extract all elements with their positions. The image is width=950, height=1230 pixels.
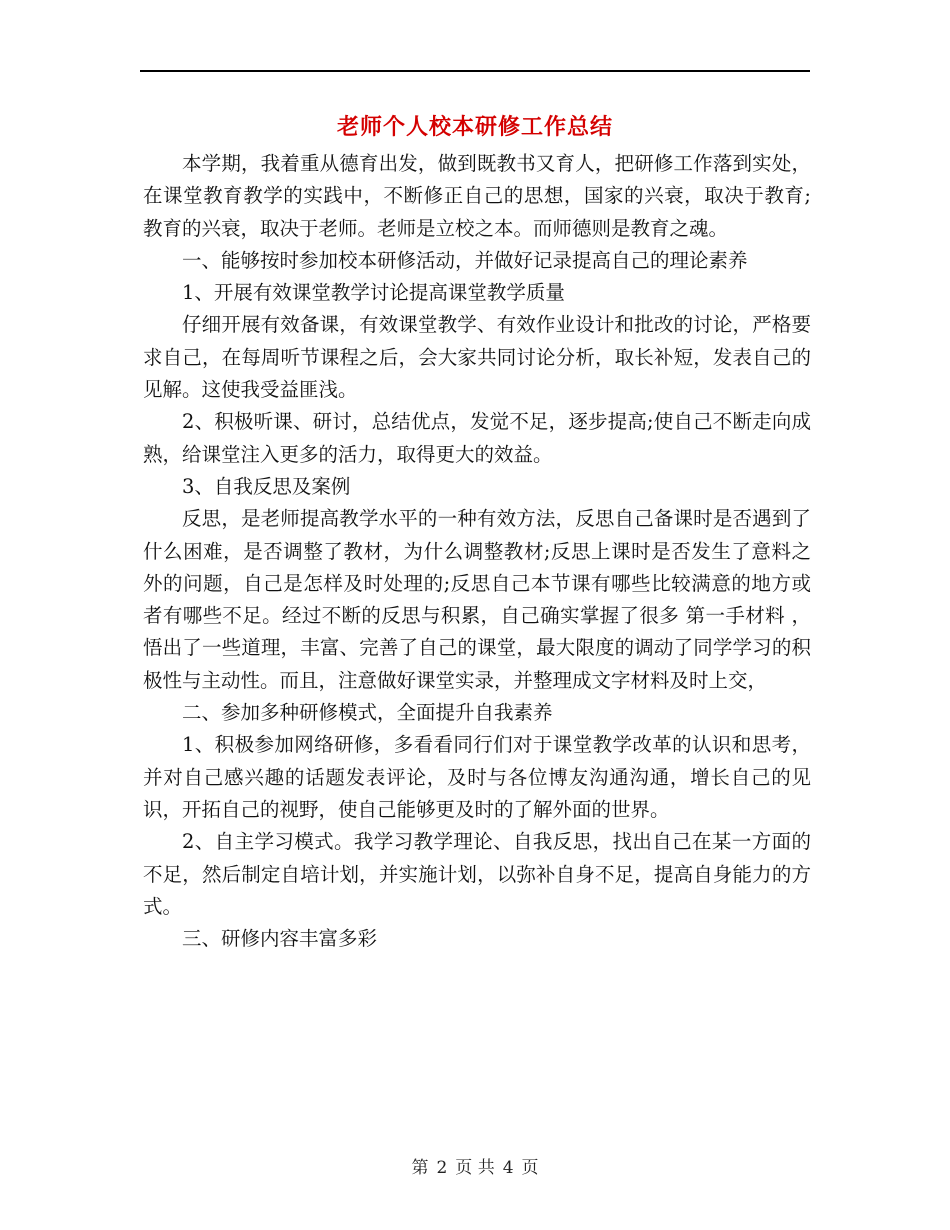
subheading-1-1: 1、开展有效课堂教学讨论提高课堂教学质量 [182, 281, 565, 305]
section-heading-1: 一、能够按时参加校本研修活动，并做好记录提高自己的理论素养 [182, 248, 748, 272]
paragraph-2-1: 1、积极参加网络研修，多看看同行们对于课堂教学改革的认识和思考，并对自己感兴趣的话题发表评论，及时与各位博友沟通沟通，增长自己的见识，开拓自己的视野，使自己能够更及时的了解外面的世界。 [143, 733, 811, 821]
paragraph-intro: 本学期，我着重从德育出发，做到既教书又育人，把研修工作落到实处，在课堂教育教学的实践中，不断修正自己的思想，国家的兴衰，取决于教育;教育的兴衰，取决于老师。老师是立校之本。而师德则是教育之魂。 [143, 152, 811, 240]
page-footer [0, 1153, 950, 1178]
paragraph-1-3: 反思，是老师提高教学水平的一种有效方法，反思自己备课时是否遇到了什么困难，是否调整了教材，为什么调整教材;反思上课时是否发生了意料之外的问题，自己是怎样及时处理的;反思自己本节课有哪些比较满意的地方或者有哪些不足。经过不断的反思与积累，自己确实掌握了很多 第一手材料 ，悟出了一些道理，丰富、完善了自己的课堂，最大限度的调动了同学学习的积极性与主动性。而且，注意做好课堂实录，并整理成文字材料及时上交， [143, 507, 811, 692]
section-heading-2: 二、参加多种研修模式，全面提升自我素养 [182, 701, 553, 725]
subheading-1-3: 3、自我反思及案例 [182, 474, 351, 498]
document-title: 老师个人校本研修工作总结 [336, 114, 613, 140]
page-current: 2 [436, 1158, 448, 1178]
page-label-prefix: 第 [411, 1158, 429, 1178]
page-total: 4 [502, 1158, 514, 1178]
paragraph-2-2: 2、自主学习模式。我学习教学理论、自我反思，找出自己在某一方面的不足，然后制定自培计划，并实施计划，以弥补自身不足，提高自身能力的方式。 [143, 830, 811, 918]
page-label-mid: 页 共 [455, 1158, 495, 1178]
document-body [143, 148, 811, 955]
paragraph-1-2: 2、积极听课、研讨，总结优点，发觉不足，逐步提高;使自己不断走向成熟，给课堂注入更多的活力，取得更大的效益。 [143, 410, 811, 466]
paragraph-1-1: 仔细开展有效备课，有效课堂教学、有效作业设计和批改的讨论，严格要求自己，在每周听节课程之后，会大家共同讨论分析，取长补短，发表自己的见解。这使我受益匪浅。 [143, 313, 811, 402]
header-rule [140, 70, 810, 72]
page-label-suffix: 页 [521, 1158, 539, 1178]
section-heading-3: 三、研修内容丰富多彩 [182, 927, 378, 951]
